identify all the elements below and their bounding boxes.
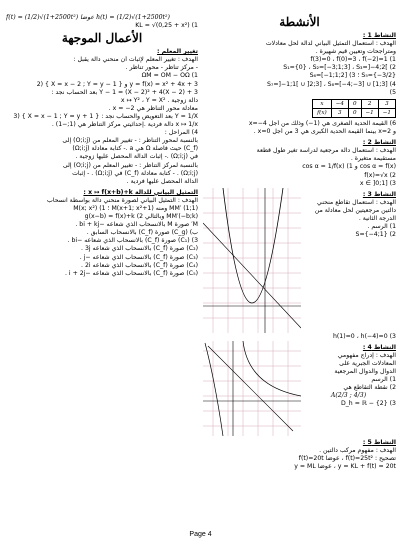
activity-1-goal-2: ومتراجحات وتعيين قيم شهيرة . (315, 48, 396, 56)
line-curve (203, 223, 301, 328)
section-1-line-1: ΩM = OM − OΩ (1 (141, 72, 198, 80)
activity-1-line-6: 6) القيمة الحدية الصغرى هي (1−) وذلك من أجل x=−4 (248, 119, 396, 127)
section-2-goal: الهدف : التمثيل البياني لصورة منحني دالة بواسطة انسحاب (47, 196, 198, 204)
table-cell: 3 (378, 99, 395, 108)
section-1-line-2: y = f(x) = x² + 4x + 3 و { X = x − 2 ; Y = y − 1 } (2 (36, 80, 198, 88)
section-1-line-13: (Ω;i;j) . - كتابة معادلة (C_f) في (Ω;i;j) . - إثبات (72, 169, 198, 177)
activity-4-block (203, 341, 396, 436)
intersection-point: A(2/3 ; 4/3) (330, 392, 367, 400)
activity-5-line-1: تصحيح : f(t)=25t² ، عوضا f(t)=20t (298, 454, 396, 462)
activity-2-line-2: f(x)=√x (2 (364, 171, 396, 179)
activity-1-label: النشاط 1 : (362, 32, 396, 39)
section-2-line-3: M′ صورة M بالانسحاب الذي شعاعه −bi + kj . (75, 221, 198, 229)
parabola-curve (223, 188, 283, 303)
activity-2-label: النشاط 2 : (362, 139, 396, 147)
section-2-line-9: (C₅) صورة (C_f) بالانسحاب الذي شعاعه −i + 2j . (64, 269, 198, 277)
table-cell: −1 (361, 108, 378, 117)
section-2-label: التمثيل البياني للدالة x ↦ f(x+b)+k : (83, 188, 198, 196)
activity-3-line-3: h(1)=0 ، h(−4)=0 (3 (332, 332, 396, 340)
activity-1-line-2: S₁={0} ، S₂=[−3;1;3] ، S₃=]−4;2[ (2 (283, 64, 396, 72)
section-1-line-8: 4) المراحل : (164, 129, 198, 137)
top-formula-1: f(t) = (1/2)√(1+2500t²) عوضا h(t) = (1/2)√(1+2500t²) (6, 14, 170, 21)
section-2-line-1: MM′ (1;1) ومنه M(x+1; x²+1) ؛ M(x; x²) (1 (73, 204, 198, 212)
section-2-line-8: (C₄) صورة (C_f) بالانسحاب الذي شعاعه 2i . (81, 261, 198, 269)
activity-1-line-7: و x=2 بينما القيمة الحدية الكبرى هي 3 من أجل x=0 . (253, 128, 396, 136)
hyperbola-branch-1 (205, 343, 223, 436)
activity-3-block (203, 188, 396, 333)
section-1-line-4: دالة زوجية . x ↦ Y² ، Y = X² (120, 96, 198, 104)
activity-1-line-1: f(3)=0 ، f(0)=3 ، f(−2)=1 (1 (310, 56, 396, 64)
guided-work-column (6, 14, 198, 278)
activity-2-goal: الهدف : استعمال دالة مرجعية لدراسة تغير طول قطعة (256, 147, 396, 155)
hyperbola-graph (203, 341, 301, 436)
activity-2-goal-2: مستقيمة متغيرة . (350, 155, 396, 163)
section-1-goal-2: - مركز تناظر - محور تناظر . (125, 64, 198, 72)
hyperbola-branch-2 (243, 341, 301, 396)
section-1-line-9: بالنسبة لمحور التناظر : - تغيير المعلم من (O;i;j) إلى (62, 137, 198, 145)
section-1-line-12: بالنسبة لمركز التناظر : - تغيير المعلم من (O;i;j) إلى (62, 161, 198, 169)
activity-1-line-3: S₅={−3/2} ؛ S₆=[−1;1;2] (3 (309, 72, 396, 80)
section-1-line-7: x ↦ 1/x دالة فردية .إحداثيتي مركز التناظر هي (1;−1) . (51, 121, 198, 129)
activity-4-line-3: D_h = ℝ − {2} (3 (340, 400, 396, 408)
variation-table (312, 99, 396, 118)
activities-column (203, 14, 396, 471)
page-number: Page 4 (189, 531, 212, 538)
table-cell: f(x) (313, 108, 332, 117)
section-1-line-5: معادلة محور التناظر هي x = −2 . (108, 104, 198, 112)
activity-1-goal: الهدف : استعمال التمثيل البياني لدالة لحل معادلات (265, 40, 396, 48)
activity-3-line-2: S={−4;1} (2 (355, 231, 396, 239)
top-formula-2: KL = √(0,25 + x²) (1 (135, 22, 198, 30)
line-curve (208, 346, 293, 431)
table-cell: 0 (348, 108, 361, 117)
section-2-line-7: (C₃) صورة (C_f) بالانسحاب الذي شعاعه −j . (79, 253, 198, 261)
activity-5-line-2: y = KL + f(t) = 20t ، عوضا y = ML (294, 463, 396, 471)
activity-4-label: النشاط 4 : (362, 343, 396, 351)
activity-5-label: النشاط 5 : (362, 438, 396, 446)
table-cell: x (313, 99, 332, 108)
activity-1-line-5: 5) (389, 88, 396, 96)
activity-3-goal-3: الدرجة الثانية . (358, 214, 396, 222)
section-1-label: تغيير المعلم : (157, 48, 198, 56)
activities-title: الأنشطة (279, 15, 320, 29)
parabola-graph (203, 188, 301, 333)
activity-4-line-2: 2) نقطة التقاطع هي (343, 384, 396, 392)
section-1-line-3: Y − 1 = (X − 2)² + 4(X − 2) + 3 بعد الحساب نجد : (51, 88, 198, 96)
activity-3-line-1: 1) الرسم . (367, 223, 396, 231)
section-2-line-2: MM′(−b;k) وبالتالي g(x−b) = f(x)+k (2 (84, 213, 198, 221)
table-cell: 2 (361, 99, 378, 108)
section-2-line-5: 3) (C₁) صورة (C_f) بالانسحاب الذي شعاعه −bi . (67, 237, 198, 245)
section-1-line-6: Y = 1/X بعد التعويض والحساب نجد : { X = x − 1 ; Y = y + 1 } (3 (13, 112, 198, 120)
section-1-line-14: الدالة المحصل عليها فردية . (126, 177, 198, 185)
table-cell: 0 (348, 99, 361, 108)
section-1-goal: الهدف : تغيير المعلم لإثبات أن منحني دالة يقبل : (73, 56, 198, 64)
activity-3-goal: الهدف : استعمال تقاطع منحني (317, 198, 396, 206)
activity-5-goal: الهدف : مفهوم مركب دالتين . (319, 446, 396, 454)
activity-4-goal-2: المعادلات الجبرية على (339, 359, 396, 367)
table-cell: −4 (331, 99, 348, 108)
activity-4-line-1: 1) الرسم (371, 376, 396, 384)
activity-4-goal-3: الدوال والدوال المرجعية (334, 368, 396, 376)
activity-3-goal-2: دالتين مرجعيتين لحل معادلة من (314, 206, 396, 214)
section-1-line-10: (C_f) حيث فاصلة Ω هي a .- كتابة معادلة (Ω;i;j) (72, 145, 198, 153)
section-2-line-4: ب) (C_g) صورة (C_f) بالانسحاب السابق . (86, 229, 198, 237)
table-cell: −1 (378, 108, 395, 117)
activity-2-line-1: cos α = f(x) و cos α = 1/f(x) (1 (302, 163, 396, 171)
section-2-line-6: (C₂) صورة (C_f) بالانسحاب الذي شعاعه 3j . (81, 245, 198, 253)
activity-3-label: النشاط 3 : (362, 190, 396, 198)
activity-1-line-4: S₇=]−1;1[ ∪ ]2;3] ، S₈=[−4;−3] ∪ [1;3] (4 (266, 80, 396, 88)
guided-work-title: الأعمال الموجهة (61, 31, 143, 46)
table-cell: 3 (331, 108, 348, 117)
activity-4-goal: الهدف : إدراج مفهومي (337, 351, 396, 359)
section-1-line-11: في (Ω;i;j) .- إثبات الدالة المحصل عليها زوجية . (75, 153, 198, 161)
activity-2-line-3: x ∈ ]0;1] (3 (359, 179, 396, 187)
